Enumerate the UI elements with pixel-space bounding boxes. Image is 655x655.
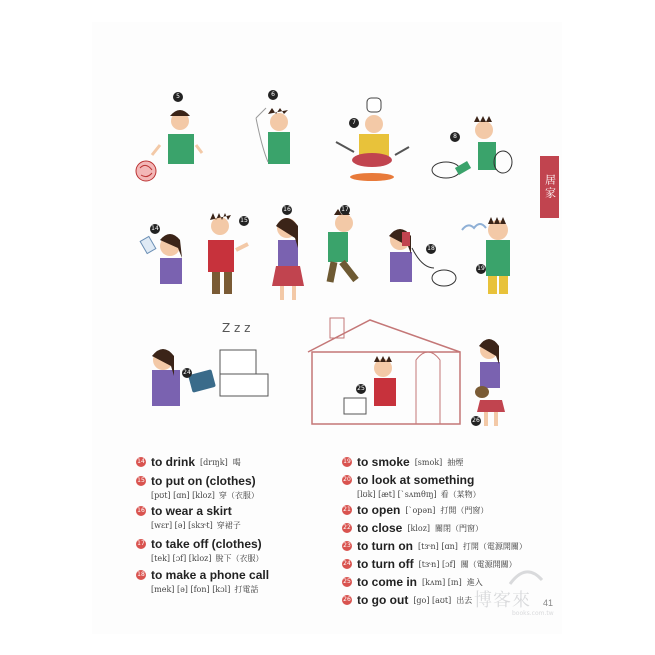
translation: 看（某物） [440, 490, 481, 499]
watermark-url: books.com.tw [512, 610, 554, 617]
item-number: 19 [343, 458, 351, 465]
vocab-item [342, 473, 481, 500]
figure-14-drinking [140, 234, 182, 284]
translation: 打開（門窗） [440, 505, 489, 515]
item-number: 22 [343, 524, 351, 531]
vocab-item [342, 593, 472, 607]
vocab-word: to turn off [357, 557, 414, 571]
phonetic: [mek] [ə] [fon] [kɔl] [151, 585, 231, 594]
phonetic: [pʊt] [ɑn] [kloz] [151, 491, 215, 500]
illustration-number: 16 [283, 206, 291, 213]
phonetic: [tɝn] [ɔf] [418, 559, 456, 569]
vocab-word: to open [357, 503, 401, 517]
vocab-word: to look at something [357, 473, 475, 487]
figure-26-going-out [475, 339, 505, 426]
vocab-item [136, 455, 241, 469]
phonetic: [go] [aʊt] [413, 595, 452, 605]
figure-8-washing-dishes [432, 116, 512, 178]
item-number: 15 [137, 477, 145, 484]
vocab-word: to smoke [357, 455, 410, 469]
vocab-word: to put on (clothes) [151, 474, 256, 488]
vocab-item [136, 568, 269, 595]
translation: 打電話 [234, 585, 259, 594]
item-number: 20 [343, 476, 351, 483]
translation: 喝 [232, 457, 241, 467]
phonetic: [smok] [414, 457, 443, 467]
phonetic: [drɪŋk] [200, 457, 228, 467]
vocab-word: to go out [357, 593, 409, 607]
item-number: 14 [137, 458, 145, 465]
figure-5-holding-yarn [136, 110, 202, 181]
svg-text:Z z z: Z z z [222, 321, 251, 335]
illustration-number: 26 [472, 417, 480, 424]
translation: 關（電源開關） [460, 559, 517, 569]
illustration-number: 17 [341, 206, 349, 213]
figure-25-house-entering [308, 318, 460, 424]
illustration-number: 24 [183, 369, 191, 376]
vocab-word: to drink [151, 455, 195, 469]
translation: 打開（電源開關） [462, 541, 527, 551]
translation: 關閉（門窗） [435, 523, 484, 533]
translation: 穿（衣服） [218, 491, 259, 500]
item-number: 21 [343, 506, 351, 513]
item-number: 16 [137, 507, 145, 514]
watermark-logo-icon [506, 564, 546, 588]
figure-17-taking-off-clothes [328, 209, 356, 282]
vocab-word: to turn on [357, 539, 413, 553]
figure-6-sewing [256, 108, 290, 164]
vocab-item [342, 539, 527, 553]
illustration-number: 14 [151, 225, 159, 232]
vocab-item [136, 537, 264, 564]
vocab-word: to take off (clothes) [151, 537, 262, 551]
vocab-item [342, 521, 483, 535]
vocab-word: to wear a skirt [151, 504, 232, 518]
translation: 脫下（衣服） [215, 554, 264, 563]
vocab-word: to close [357, 521, 403, 535]
vocab-item [136, 474, 259, 501]
vocab-item [342, 455, 463, 469]
illustration-number: 6 [268, 90, 278, 100]
vocab-item [342, 575, 483, 589]
chapter-side-tab[interactable]: 居家 [540, 156, 559, 218]
vocab-word: to come in [357, 575, 418, 589]
translation: 抽煙 [447, 457, 464, 467]
illustration-number: 7 [349, 118, 359, 128]
phonetic: [tɝn] [ɑn] [417, 541, 458, 551]
illustration-number: 15 [240, 217, 248, 224]
phonetic: [wɛr] [ə] [skɝt] [151, 521, 213, 530]
watermark [474, 564, 554, 624]
illustration-number: 5 [173, 92, 183, 102]
item-number: 24 [343, 560, 351, 567]
figure-7-chef-cooking [336, 98, 409, 181]
illustration-number: 19 [477, 265, 485, 272]
figure-19-smoking [462, 217, 510, 294]
figure-16-wearing-skirt [272, 218, 304, 300]
item-number: 25 [343, 578, 351, 585]
vocab-item [342, 503, 488, 517]
item-number: 18 [137, 571, 145, 578]
vocab-word: to make a phone call [151, 568, 270, 582]
phonetic: [kʌm] [ɪn] [422, 577, 462, 587]
item-number: 23 [343, 542, 351, 549]
page-number: 41 [543, 598, 554, 608]
phonetic: [kloz] [407, 523, 431, 533]
watermark-text: 博客來 [474, 590, 531, 611]
figure-24-turning-off-tv [152, 321, 268, 406]
vocab-item [136, 504, 241, 531]
phonetic: [tek] [ɔf] [kloz] [151, 554, 212, 563]
translation: 進入 [466, 577, 483, 587]
illustration-number: 25 [357, 385, 365, 392]
translation: 穿裙子 [216, 521, 241, 530]
phonetic: [ˋopən] [405, 505, 436, 515]
item-number: 17 [137, 540, 145, 547]
figure-18-phone-call [389, 229, 456, 286]
illustration-number: 18 [427, 245, 435, 252]
illustration-number: 8 [450, 132, 460, 142]
item-number: 26 [343, 596, 351, 603]
phonetic: [lʊk] [æt] [ˋsʌmθɪŋ] [357, 490, 437, 499]
translation: 出去 [456, 595, 473, 605]
